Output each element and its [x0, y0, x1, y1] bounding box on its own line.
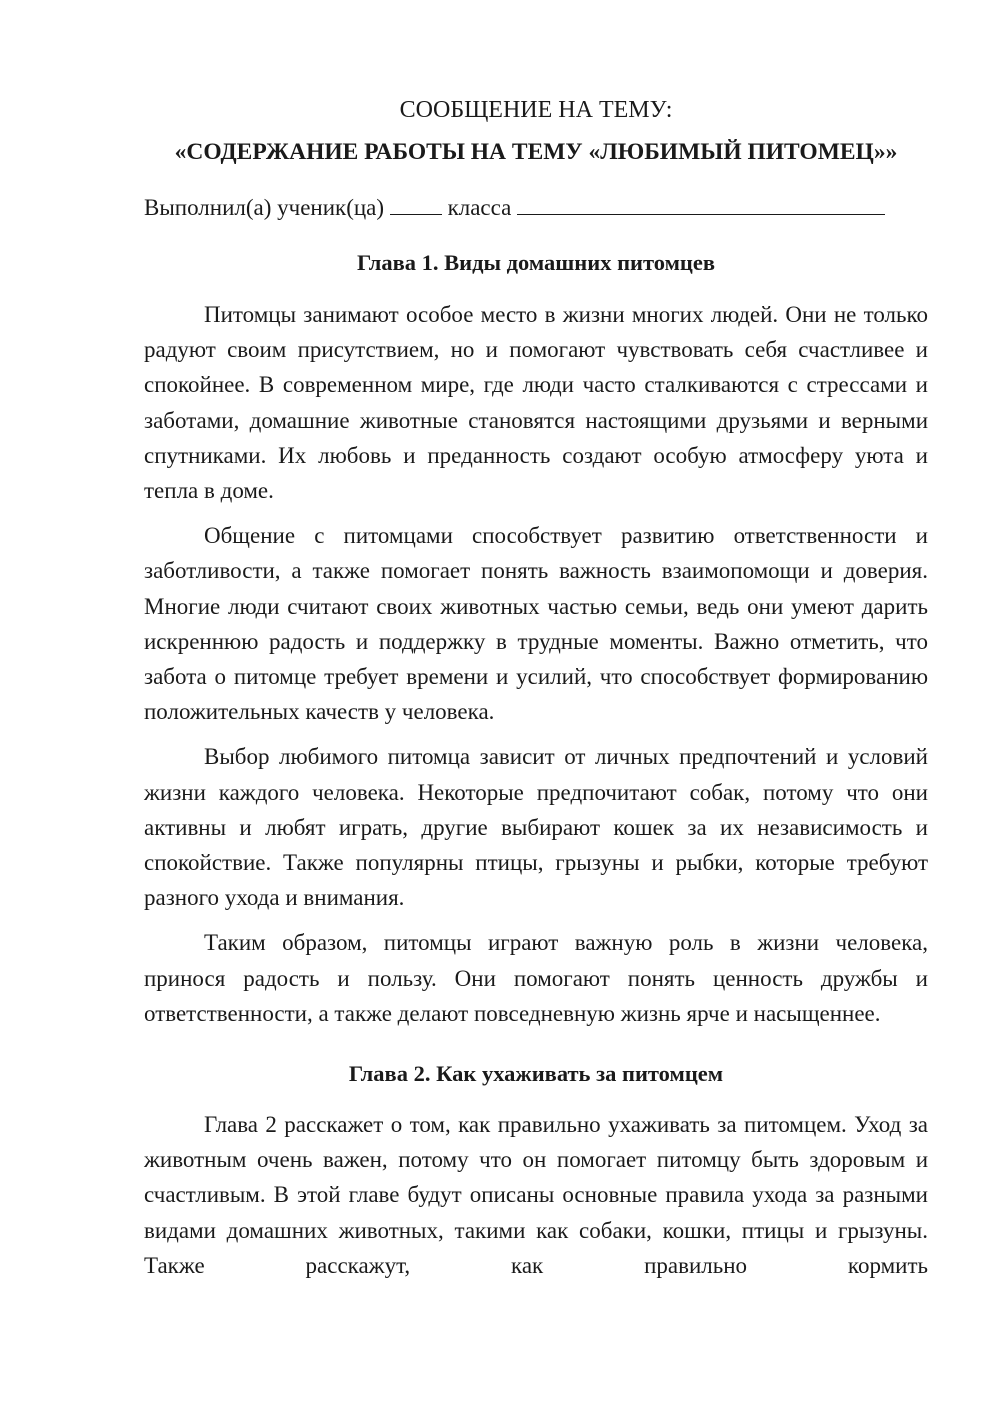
author-line	[144, 190, 928, 226]
chapter-2-paragraph-1: Глава 2 расскажет о том, как правильно ухаживать за питомцем. Уход за животным очень важен, потому что он помогает питомцу быть здоровым и счастливым. В этой главе будут описаны основные правила ухода за разными видами домашних животных, такими как собаки, кошки, птицы и грызуны. Также расскажут, как правильно кормить	[144, 1112, 928, 1278]
chapter-1-paragraph-4: Таким образом, питомцы играют важную роль в жизни человека, принося радость и пользу. Они помогают понять ценность дружбы и ответственности, а также делают повседневную жизнь ярче и насыщеннее.	[144, 930, 928, 1026]
author-prefix: Выполнил(а) ученик(ца)	[144, 195, 385, 220]
document-page	[144, 92, 928, 1283]
student-name-blank	[517, 192, 885, 215]
report-title: «СОДЕРЖАНИЕ РАБОТЫ НА ТЕМУ «ЛЮБИМЫЙ ПИТОМЕЦ»»	[174, 139, 898, 165]
class-label: класса	[447, 195, 512, 220]
chapter-1-paragraph-2: Общение с питомцами способствует развитию ответственности и заботливости, а также помогает понять важность взаимопомощи и доверия. Многие люди считают своих животных частью семьи, ведь они умеют дарить искреннюю радость и поддержку в трудные моменты. Важно отметить, что забота о питомце требует времени и усилий, что способствует формированию положительных качеств у человека.	[144, 523, 928, 725]
chapter-1-paragraph-3: Выбор любимого питомца зависит от личных предпочтений и условий жизни каждого человека. Некоторые предпочитают собак, потому что они активны и любят играть, другие выбирают кошек за их независимость и спокойствие. Также популярны птицы, грызуны и рыбки, которые требуют разного ухода и внимания.	[144, 744, 928, 911]
chapter-1-title: Глава 1. Виды домашних питомцев	[356, 250, 716, 275]
chapter-2-title: Глава 2. Как ухаживать за питомцем	[348, 1061, 724, 1087]
class-number-blank	[390, 192, 442, 215]
report-label: СООБЩЕНИЕ НА ТЕМУ:	[399, 97, 673, 123]
chapter-1-paragraph-1: Питомцы занимают особое место в жизни многих людей. Они не только радуют своим присутствием, но и помогают чувствовать себя счастливее и спокойнее. В современном мире, где люди часто сталкиваются с стрессами и заботами, домашние животные становятся настоящими друзьями и верными спутниками. Их любовь и преданность создают особую атмосферу уюта и тепла в доме.	[144, 302, 928, 504]
